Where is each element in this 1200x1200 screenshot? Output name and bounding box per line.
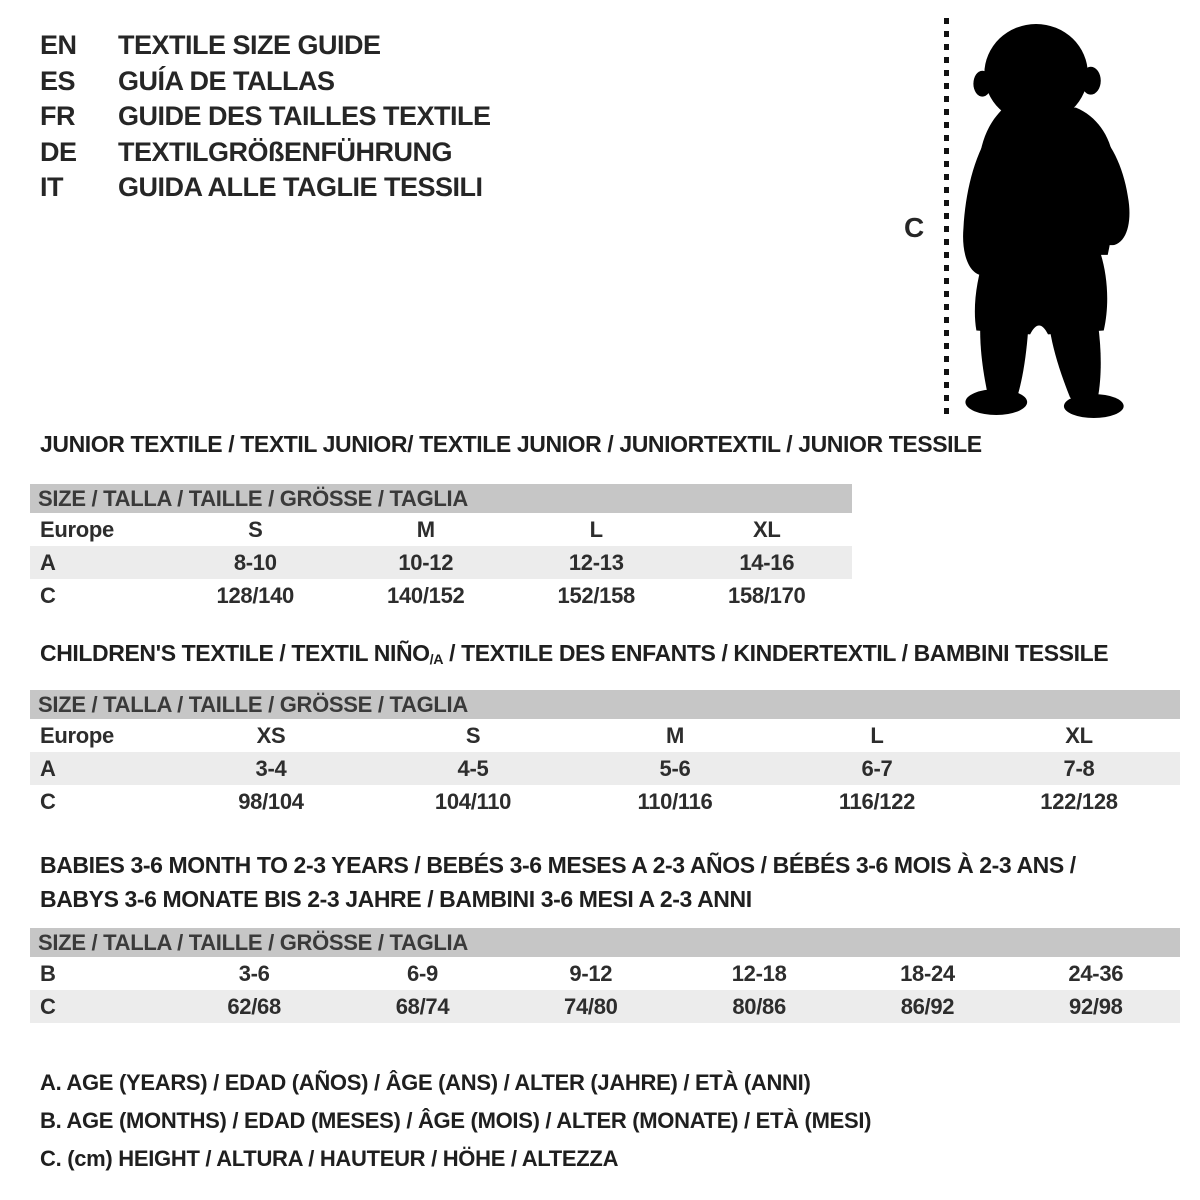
guide-title-en: TEXTILE SIZE GUIDE <box>118 30 381 60</box>
age-months-value: 24-36 <box>1068 960 1124 986</box>
age-value: 12-13 <box>511 546 682 579</box>
junior-size-table <box>30 484 852 612</box>
height-value: 74/80 <box>507 990 675 1023</box>
height-value: 68/74 <box>338 990 506 1023</box>
section-title-babies-line2: BABYS 3-6 MONATE BIS 2-3 JAHRE / BAMBINI 3-6 MESI A 2-3 ANNI <box>40 885 752 912</box>
table-row <box>30 990 1180 1023</box>
height-value: 98/104 <box>238 788 304 814</box>
age-value: 3-4 <box>170 752 372 785</box>
guide-title-de: TEXTILGRÖßENFÜHRUNG <box>118 136 452 167</box>
row-label: A <box>30 546 170 579</box>
table-row <box>30 785 1180 818</box>
height-value: 140/152 <box>387 582 465 608</box>
table-header-row <box>30 928 1180 957</box>
section-title-babies-line1: BABIES 3-6 MONTH TO 2-3 YEARS / BEBÉS 3-6 MESES A 2-3 AÑOS / BÉBÉS 3-6 MOIS À 2-3 ANS / <box>40 852 1076 878</box>
guide-title-fr: GUIDE DES TAILLES TEXTILE <box>118 101 491 131</box>
table-row <box>30 513 852 546</box>
row-label: C <box>30 990 170 1023</box>
table-row <box>30 546 852 579</box>
section-title-babies <box>40 849 1076 916</box>
row-label: C <box>40 788 56 814</box>
language-code: FR <box>40 101 75 131</box>
table-header: SIZE / TALLA / TAILLE / GRÖSSE / TAGLIA <box>30 690 1180 719</box>
size-value: L <box>870 722 884 748</box>
age-months-value: 9-12 <box>569 960 613 986</box>
section-title-children-text: CHILDREN'S TEXTILE / TEXTIL NIÑO <box>40 640 430 666</box>
section-title-children-text: / TEXTILE DES ENFANTS / KINDERTEXTIL / BAMBINI TESSILE <box>443 640 1109 666</box>
age-value: 14-16 <box>682 546 853 579</box>
height-value: 104/110 <box>434 788 512 814</box>
language-code: IT <box>40 172 63 202</box>
height-value: 80/86 <box>675 990 843 1023</box>
age-value: 6-7 <box>776 752 978 785</box>
language-code: EN <box>40 30 77 60</box>
footnote-b: B. AGE (MONTHS) / EDAD (MESES) / ÂGE (MOIS) / ALTER (MONATE) / ETÀ (MESI) <box>40 1108 872 1133</box>
height-value: 110/116 <box>637 788 713 814</box>
footnote-c: C. (cm) HEIGHT / ALTURA / HAUTEUR / HÖHE / ALTEZZA <box>40 1146 619 1171</box>
row-label: C <box>40 582 56 608</box>
height-value: 86/92 <box>843 990 1011 1023</box>
age-value: 5-6 <box>574 752 776 785</box>
size-value: S <box>248 516 263 542</box>
height-value: 116/122 <box>838 788 916 814</box>
age-value: 4-5 <box>372 752 574 785</box>
row-label: Europe <box>40 722 114 748</box>
age-months-value: 3-6 <box>238 960 270 986</box>
size-value: XL <box>1065 722 1093 748</box>
table-row <box>30 579 852 612</box>
height-value: 122/128 <box>1040 788 1118 814</box>
table-row <box>30 957 1180 990</box>
age-months-value: 6-9 <box>407 960 438 986</box>
toddler-silhouette-icon <box>958 22 1148 420</box>
row-label: Europe <box>40 516 114 542</box>
height-figure <box>0 0 1200 440</box>
height-value: 158/170 <box>728 582 806 608</box>
children-size-table <box>30 690 1180 818</box>
size-value: M <box>665 722 685 748</box>
size-value: L <box>589 516 603 542</box>
section-title-junior: JUNIOR TEXTILE / TEXTIL JUNIOR/ TEXTILE JUNIOR / JUNIORTEXTIL / JUNIOR TESSILE <box>40 431 982 457</box>
table-header-row <box>30 690 1180 719</box>
height-value: 128/140 <box>216 582 294 608</box>
height-value: 62/68 <box>170 990 338 1023</box>
size-value: XS <box>256 722 286 748</box>
guide-title-es: GUÍA DE TALLAS <box>118 65 335 96</box>
footnotes <box>40 1064 871 1178</box>
age-months-value: 18-24 <box>900 960 955 986</box>
age-months-value: 12-18 <box>731 960 787 986</box>
height-dashed-line <box>944 18 949 418</box>
nino-a-subscript: /A <box>429 652 444 669</box>
row-label: A <box>30 752 170 785</box>
table-header: SIZE / TALLA / TAILLE / GRÖSSE / TAGLIA <box>30 484 852 513</box>
table-header: SIZE / TALLA / TAILLE / GRÖSSE / TAGLIA <box>30 928 1180 957</box>
footnote-a: A. AGE (YEARS) / EDAD (AÑOS) / ÂGE (ANS) / ALTER (JAHRE) / ETÀ (ANNI) <box>40 1070 811 1095</box>
table-row <box>30 719 1180 752</box>
size-value: XL <box>752 516 781 542</box>
row-label: B <box>40 960 56 986</box>
section-title-children <box>40 640 1108 668</box>
height-value: 152/158 <box>557 582 635 608</box>
size-value: M <box>416 516 435 542</box>
age-value: 7-8 <box>978 752 1180 785</box>
babies-size-table <box>30 928 1180 1023</box>
age-value: 8-10 <box>170 546 341 579</box>
guide-title-it: GUIDA ALLE TAGLIE TESSILI <box>118 172 483 202</box>
height-measure-label: C <box>904 212 925 243</box>
size-value: S <box>465 722 481 748</box>
height-value: 92/98 <box>1012 990 1180 1023</box>
table-row <box>30 752 1180 785</box>
table-header-row <box>30 484 852 513</box>
age-value: 10-12 <box>341 546 512 579</box>
language-code: ES <box>40 65 76 96</box>
language-code: DE <box>40 136 77 167</box>
